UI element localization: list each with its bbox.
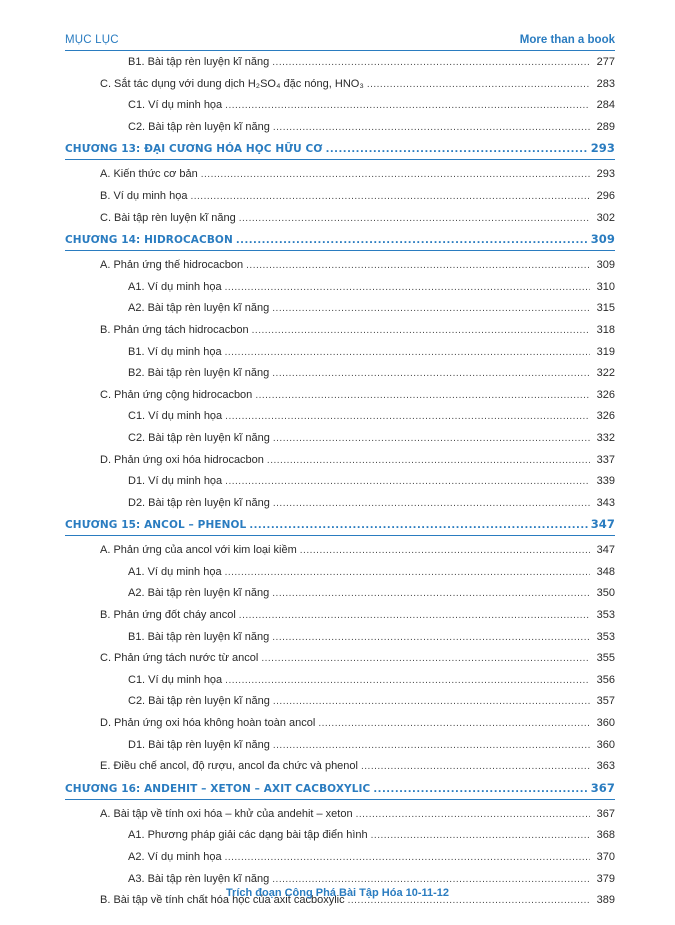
toc-entry-label: D1. Bài tập rèn luyện kĩ năng — [128, 738, 270, 751]
toc-page-number: 293 — [596, 168, 615, 181]
toc-entry-label: CHƯƠNG 16: ANDEHIT – XETON – AXIT CACBOXYLIC — [65, 782, 371, 795]
toc-page-number: 355 — [596, 652, 615, 665]
toc-entry-label: B1. Bài tập rèn luyện kĩ năng — [128, 56, 270, 68]
toc-entry[interactable] — [65, 756, 615, 778]
toc-entry-label: C1. Ví dụ minh họa — [128, 410, 223, 423]
toc-entry-label: A2. Ví dụ minh họa — [128, 851, 222, 863]
toc-entry[interactable] — [65, 562, 615, 584]
toc-entry-label: A. Phản ứng thế hidrocacbon — [100, 259, 244, 272]
dot-leader — [356, 804, 590, 826]
toc-entry-label: CHƯƠNG 15: ANCOL – PHENOL — [65, 519, 247, 532]
toc-entry-label: CHƯƠNG 13: ĐẠI CƯƠNG HÓA HỌC HỮU CƠ — [65, 143, 323, 156]
toc-entry[interactable] — [65, 320, 615, 342]
dot-leader — [246, 255, 590, 277]
toc-page-number: 350 — [596, 587, 615, 600]
dot-leader — [225, 406, 590, 428]
toc-page-number: 309 — [590, 232, 615, 247]
toc-page-number: 332 — [596, 431, 615, 444]
toc-page-number: 360 — [596, 717, 615, 730]
toc-entry-label: B. Phản ứng đốt cháy ancol — [100, 609, 236, 622]
dot-leader — [255, 385, 590, 407]
dot-leader — [361, 756, 590, 778]
toc-page-number: 343 — [596, 496, 615, 509]
dot-leader — [201, 164, 590, 186]
toc-page-number: 363 — [596, 760, 615, 773]
dot-leader — [273, 117, 590, 139]
dot-leader — [326, 141, 588, 159]
toc-entry-label: B. Bài tập về tính chất hóa học của axit cacboxylic — [100, 894, 345, 907]
toc-entry-label: C. Phản ứng tách nước từ ancol — [100, 652, 259, 665]
dot-leader — [272, 627, 590, 649]
toc-page-number: 367 — [590, 780, 615, 795]
toc-page-number: 326 — [596, 410, 615, 423]
dot-leader — [367, 74, 590, 96]
toc-entry-label: C1. Ví dụ minh họa — [128, 673, 223, 686]
dot-leader — [273, 493, 590, 515]
toc-page-number: 277 — [596, 56, 615, 68]
toc-page-number: 360 — [596, 738, 615, 751]
dot-leader — [236, 232, 588, 250]
toc-entry[interactable] — [65, 583, 615, 605]
toc-page-number: 389 — [596, 894, 615, 907]
dot-leader — [267, 450, 590, 472]
toc-chapter-heading[interactable] — [65, 139, 615, 160]
toc-entry-label: B2. Bài tập rèn luyện kĩ năng — [128, 367, 270, 380]
toc-page-number: 302 — [596, 211, 615, 224]
toc-entry[interactable] — [65, 428, 615, 450]
toc-page-number: 284 — [596, 99, 615, 112]
toc-page-number: 289 — [596, 120, 615, 133]
dot-leader — [225, 562, 590, 584]
dot-leader — [225, 342, 590, 364]
dot-leader — [249, 517, 587, 535]
toc-entry[interactable] — [65, 208, 615, 230]
toc-entry[interactable] — [65, 164, 615, 186]
toc-entry-label: C2. Bài tập rèn luyện kĩ năng — [128, 431, 270, 444]
toc-entry-label: D. Phản ứng oxi hóa hidrocacbon — [100, 453, 264, 466]
toc-entry-label: A. Kiến thức cơ bản — [100, 168, 198, 181]
dot-leader — [261, 648, 590, 670]
toc-entry-label: CHƯƠNG 14: HIDROCACBON — [65, 234, 233, 247]
toc-entry[interactable] — [65, 670, 615, 692]
dot-leader — [300, 540, 590, 562]
toc-page-number: 337 — [596, 453, 615, 466]
toc-entry[interactable] — [65, 713, 615, 735]
dot-leader — [273, 691, 590, 713]
toc-entry[interactable] — [65, 74, 615, 96]
toc-chapter-heading[interactable] — [65, 779, 615, 800]
toc-page-number: 293 — [590, 141, 615, 156]
header-tagline: More than a book — [519, 34, 615, 46]
toc-entry[interactable] — [65, 277, 615, 299]
toc-entry[interactable] — [65, 52, 615, 74]
toc-entry-label: A. Phản ứng của ancol với kim loại kiềm — [100, 544, 297, 557]
toc-chapter-heading[interactable] — [65, 230, 615, 251]
toc-entry[interactable] — [65, 493, 615, 515]
toc-page-number: 309 — [596, 259, 615, 272]
toc-page-number: 348 — [596, 565, 615, 578]
dot-leader — [318, 713, 590, 735]
toc-entry[interactable] — [65, 406, 615, 428]
toc-page-number: 368 — [596, 829, 615, 842]
dot-leader — [225, 847, 590, 869]
toc-entry[interactable] — [65, 825, 615, 847]
dot-leader — [272, 52, 590, 74]
toc-entry-label: D1. Ví dụ minh họa — [128, 475, 223, 488]
toc-entry-label: D2. Bài tập rèn luyện kĩ năng — [128, 496, 270, 509]
dot-leader — [225, 277, 590, 299]
toc-entry-label: C1. Ví dụ minh họa — [128, 99, 223, 112]
toc-entry[interactable] — [65, 95, 615, 117]
dot-leader — [273, 735, 590, 757]
toc-page-number: 326 — [596, 388, 615, 401]
dot-leader — [252, 320, 590, 342]
header-section-title: MỤC LỤC — [65, 34, 119, 46]
dot-leader — [373, 781, 587, 799]
table-of-contents — [65, 52, 615, 912]
toc-entry[interactable] — [65, 186, 615, 208]
toc-entry-label: A. Bài tập về tính oxi hóa – khử của andehit – xeton — [100, 807, 353, 820]
toc-entry-label: A2. Bài tập rèn luyện kĩ năng — [128, 302, 270, 315]
toc-entry-label: A1. Ví dụ minh họa — [128, 280, 222, 293]
dot-leader — [190, 186, 590, 208]
toc-entry-label: A1. Phương pháp giải các dạng bài tập điển hình — [128, 829, 368, 842]
toc-page-number: 318 — [596, 323, 615, 336]
toc-page-number: 310 — [596, 280, 615, 293]
toc-entry-label: C2. Bài tập rèn luyện kĩ năng — [128, 120, 270, 133]
toc-page-number: 322 — [596, 367, 615, 380]
toc-entry[interactable] — [65, 298, 615, 320]
dot-leader — [239, 605, 590, 627]
toc-entry[interactable] — [65, 363, 615, 385]
toc-entry[interactable] — [65, 691, 615, 713]
toc-entry[interactable] — [65, 540, 615, 562]
dot-leader — [225, 670, 590, 692]
toc-page-number: 353 — [596, 630, 615, 643]
dot-leader — [225, 95, 590, 117]
toc-page-number: 357 — [596, 695, 615, 708]
toc-entry[interactable] — [65, 385, 615, 407]
dot-leader — [272, 298, 590, 320]
toc-entry-label: A1. Ví dụ minh họa — [128, 565, 222, 578]
toc-entry[interactable] — [65, 605, 615, 627]
toc-entry[interactable] — [65, 804, 615, 826]
toc-chapter-heading[interactable] — [65, 515, 615, 536]
toc-entry[interactable] — [65, 471, 615, 493]
toc-entry-label: A3. Bài tập rèn luyện kĩ năng — [128, 872, 270, 885]
toc-page-number: 319 — [596, 345, 615, 358]
toc-entry-label: C2. Bài tập rèn luyện kĩ năng — [128, 695, 270, 708]
toc-entry-label: D. Phản ứng oxi hóa không hoàn toàn ancol — [100, 717, 316, 730]
page-footer: Trích đoạn Công Phá Bài Tập Hóa 10-11-12 — [225, 887, 450, 899]
dot-leader — [272, 363, 590, 385]
toc-entry-label: B. Phản ứng tách hidrocacbon — [100, 323, 249, 336]
dot-leader — [239, 208, 590, 230]
toc-entry[interactable] — [65, 648, 615, 670]
dot-leader — [371, 825, 590, 847]
toc-entry-label: B1. Bài tập rèn luyện kĩ năng — [128, 630, 270, 643]
toc-page-number: 379 — [596, 872, 615, 885]
toc-page-number: 339 — [596, 475, 615, 488]
dot-leader — [225, 471, 590, 493]
toc-page-number: 367 — [596, 807, 615, 820]
toc-page-number: 370 — [596, 851, 615, 863]
dot-leader — [273, 428, 590, 450]
toc-entry[interactable] — [65, 847, 615, 869]
dot-leader — [272, 583, 590, 605]
toc-entry[interactable] — [65, 342, 615, 364]
page-header — [65, 34, 615, 51]
toc-entry-label: B1. Ví dụ minh họa — [128, 345, 222, 358]
toc-entry-label: B. Ví dụ minh họa — [100, 189, 188, 202]
toc-page-number: 356 — [596, 673, 615, 686]
toc-entry-label: C. Sắt tác dụng với dung dịch H₂SO₄ đặc nóng, HNO₃ — [100, 77, 364, 90]
toc-entry[interactable] — [65, 627, 615, 649]
toc-entry-label: E. Điều chế ancol, độ rượu, ancol đa chức và phenol — [100, 760, 358, 773]
toc-entry[interactable] — [65, 450, 615, 472]
toc-page-number: 283 — [596, 77, 615, 90]
toc-entry[interactable] — [65, 117, 615, 139]
toc-page-number: 353 — [596, 609, 615, 622]
toc-page-number: 347 — [590, 517, 615, 532]
toc-entry-label: A2. Bài tập rèn luyện kĩ năng — [128, 587, 270, 600]
toc-entry[interactable] — [65, 255, 615, 277]
toc-entry-label: C. Bài tập rèn luyện kĩ năng — [100, 211, 236, 224]
toc-page-number: 347 — [596, 544, 615, 557]
toc-page-number: 315 — [596, 302, 615, 315]
toc-entry-label: C. Phản ứng cộng hidrocacbon — [100, 388, 253, 401]
toc-entry[interactable] — [65, 735, 615, 757]
toc-page-number: 296 — [596, 189, 615, 202]
